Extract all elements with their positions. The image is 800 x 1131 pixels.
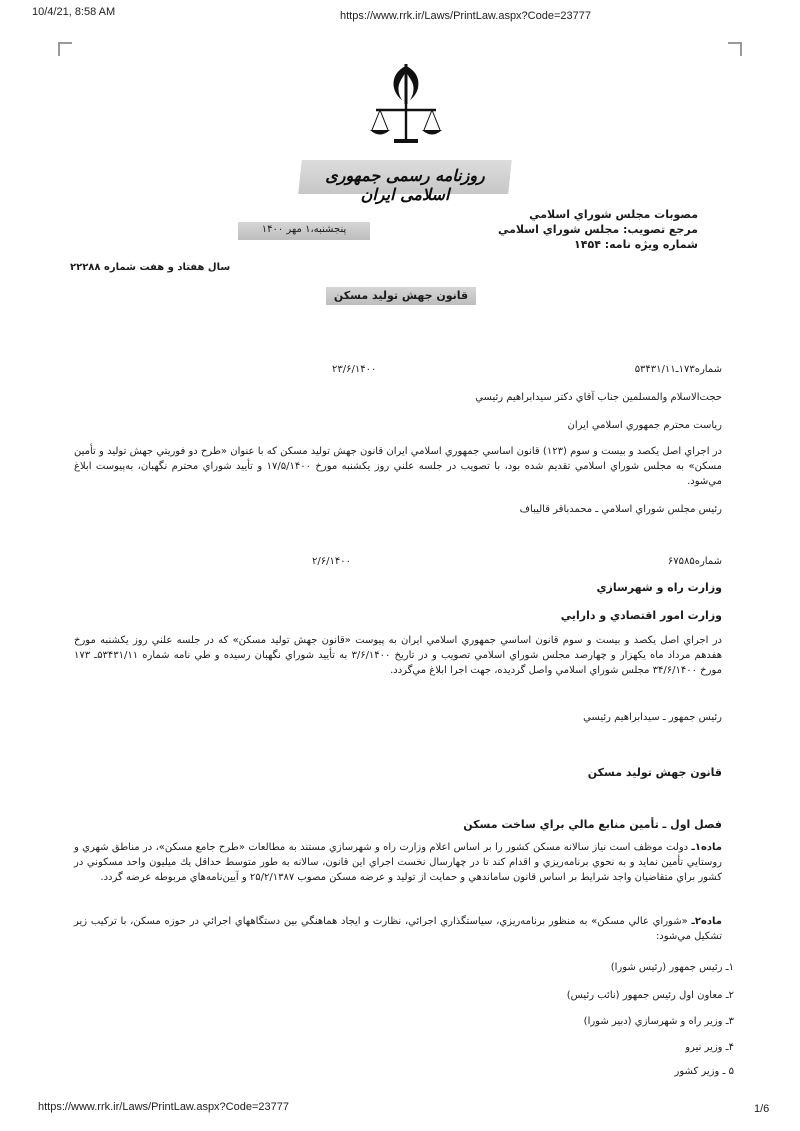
doc-info-line2: مرجع تصويب: مجلس شوراي اسلامي (497, 223, 698, 236)
issue-date: پنجشنبه،۱ مهر ۱۴۰۰ (261, 224, 347, 235)
letter1-addressee-title: رياست محترم جمهوري اسلامي ايران (567, 420, 722, 431)
letter1-number: شماره۱۷۳ـ۵۳۴۳۱/۱۱ (634, 364, 722, 375)
letter1-addressee: حجت‌الاسلام والمسلمين جناب آقاي دكتر سيدابراهيم رئيسي (475, 392, 722, 403)
member-item-3: ۳ـ وزير راه و شهرسازي (دبير شورا) (583, 1016, 734, 1027)
article-1-label: ماده۱ـ (691, 842, 722, 853)
member-item-5: ۵ ـ وزير كشور (674, 1066, 734, 1077)
letter1-date: ۲۳/۶/۱۴۰۰ (332, 364, 377, 375)
crop-mark-top-right (728, 42, 742, 56)
article-1 (74, 840, 722, 885)
law-heading: قانون جهش توليد مسكن (587, 766, 722, 779)
year-issue-number: سال هفتاد و هفت شماره ۲۲۲۸۸ (70, 262, 231, 273)
letter2-addressee-economy: وزارت امور اقتصادي و دارايي (560, 609, 722, 622)
print-datetime: 10/4/21, 8:58 AM (32, 6, 116, 18)
print-page-number: 1/6 (754, 1103, 770, 1115)
article-2 (74, 914, 722, 944)
crop-mark-top-left (58, 42, 72, 56)
chapter-heading: فصل اول ـ تأمين منابع مالي براي ساخت مسكن (463, 818, 722, 831)
doc-info-line1: مصوبات مجلس شوراي اسلامي (529, 208, 698, 221)
article-1-text: دولت موظف است نياز سالانه مسكن كشور را بر اساس اعلام وزارت راه و شهرسازي مستند به مطالعات «طرح جامع مسكن»، در مناطق شهري و روستايي تأمين نمايد و به نحوي برنامه‌ريزي و اقدام كند تا در چهارسال نخست اجراي اين قانون، سالانه به طور متوسط حداقل يك ميليون واحد مسكوني در كشور براي متقاضيان واجد شرايط بر اساس قانون ساماندهي و حمايت از توليد و عرضه مسكن مصوب ۲۵/۲/۱۳۸۷ و آيين‌نامه‌هاي مربوطه عرضه گردد. (74, 842, 722, 883)
letter1-body: در اجراي اصل يكصد و بيست و سوم (۱۲۳) قانون اساسي جمهوري اسلامي ايران قانون جهش توليد مسكن كه با عنوان «طرح دو فوريتي جهش توليد و تأمين مسكن» به مجلس شوراي اسلامي تقديم شده بود، با تصويب در جلسه علني روز يكشنبه مورخ ۱۷/۵/۱۴۰۰ و تأييد شوراي محترم نگهبان، به‌پيوست ابلاغ مي‌شود. (74, 446, 723, 487)
letter2-addressee-roads: وزارت راه و شهرسازي (596, 581, 722, 594)
iran-emblem-icon (366, 58, 446, 148)
member-item-1: ۱ـ رئيس جمهور (رئيس شورا) (610, 962, 734, 973)
letter2-body: در اجراي اصل يكصد و بيست و سوم قانون اساسي جمهوري اسلامي ايران به پيوست «قانون جهش توليد مسكن» كه در جلسه علني روز يكشنبه مورخ هفدهم مرداد ماه يكهزار و چهارصد مجلس شوراي اسلامي تصويب و در تاريخ ۳/۶/۱۴۰۰ به تأييد شوراي نگهبان رسيده و طي نامه شماره ۵۳۴۳۱/۱۱ـ ۱۷۳ مورخ ۳۴/۶/۱۴۰۰ مجلس شوراي اسلامي واصل گرديده، جهت اجرا ابلاغ مي‌گردد. (74, 635, 722, 676)
doc-info-line3: شماره ويژه نامه: ۱۴۵۴ (574, 238, 698, 251)
article-2-label: ماده۲ـ (691, 916, 722, 927)
letter2-number: شماره۶۷۵۸۵ (667, 556, 722, 567)
newspaper-title: روزنامه رسمی جمهوری اسلامی ایران (325, 166, 485, 204)
print-url-bottom[interactable]: https://www.rrk.ir/Laws/PrintLaw.aspx?Code=23777 (38, 1101, 289, 1113)
letter2-date: ۲/۶/۱۴۰۰ (312, 556, 351, 567)
print-url-top[interactable]: https://www.rrk.ir/Laws/PrintLaw.aspx?Code=23777 (340, 10, 591, 22)
letter2-signature: رئيس جمهور ـ سيدابراهيم رئيسي (583, 712, 722, 723)
letter1-signature: رئيس مجلس شوراي اسلامي ـ محمدباقر قاليباف (519, 504, 722, 515)
member-item-2: ۲ـ معاون اول رئيس جمهور (نائب رئيس) (566, 990, 734, 1001)
law-title: قانون جهش توليد مسكن (333, 289, 469, 302)
article-2-text: «شوراي عالي مسكن» به منظور برنامه‌ريزي، سياستگذاري اجرائي، نظارت و ايجاد هماهنگي بين دستگاههاي اجرائي در حوزه مسكن، با تركيب زير تشكيل مي‌شود: (74, 916, 722, 942)
member-item-4: ۴ـ وزير نيرو (685, 1042, 734, 1053)
